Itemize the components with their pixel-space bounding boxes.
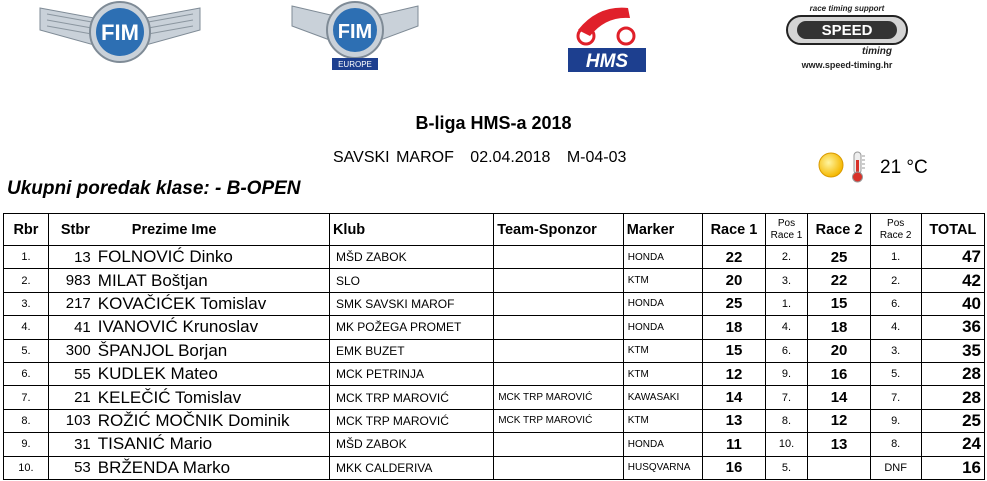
speed-timing-logo [772,2,922,72]
cell-name: KOVAČIĆEK Tomislav [94,292,330,315]
cell-total: 35 [921,339,984,362]
cell-total: 16 [921,456,984,479]
cell-race1: 16 [703,456,765,479]
cell-race2: 16 [808,362,870,385]
cell-team [494,269,624,292]
cell-pos2: DNF [870,456,921,479]
table-row [4,386,985,409]
cell-stbr: 21 [48,386,93,409]
cell-name: KUDLEK Mateo [94,362,330,385]
cell-rbr: 9. [4,433,49,456]
results-body [4,246,985,480]
cell-rbr: 3. [4,292,49,315]
cell-race2: 15 [808,292,870,315]
cell-pos1: 6. [765,339,808,362]
cell-race2: 14 [808,386,870,409]
cell-team [494,316,624,339]
cell-pos1: 3. [765,269,808,292]
cell-stbr: 217 [48,292,93,315]
cell-team [494,362,624,385]
cell-race2: 22 [808,269,870,292]
cell-klub: MCK PETRINJA [329,362,493,385]
cell-rbr: 8. [4,409,49,432]
event-date: 02.04.2018 [470,149,551,166]
thermometer-icon [848,150,868,184]
cell-klub: SMK SAVSKI MAROF [329,292,493,315]
cell-race2 [808,456,870,479]
cell-total: 36 [921,316,984,339]
cell-rbr: 4. [4,316,49,339]
cell-name: ŠPANJOL Borjan [94,339,330,362]
table-row [4,292,985,315]
cell-stbr: 13 [48,246,93,269]
speed-main-text: SPEED [821,22,873,39]
cell-marker: KAWASAKI [623,386,703,409]
col-total: TOTAL [921,214,984,246]
cell-pos2: 1. [870,246,921,269]
cell-pos1: 10. [765,433,808,456]
col-rbr: Rbr [4,214,49,246]
cell-klub: MCK TRP MAROVIĆ [329,386,493,409]
table-row [4,456,985,479]
cell-stbr: 55 [48,362,93,385]
cell-race2: 20 [808,339,870,362]
cell-klub: MCK TRP MAROVIĆ [329,409,493,432]
cell-total: 42 [921,269,984,292]
cell-rbr: 6. [4,362,49,385]
fim-logo-text: FIM [101,20,139,45]
cell-pos1: 7. [765,386,808,409]
col-marker: Marker [623,214,703,246]
speed-url-text: www.speed-timing.hr [801,60,893,70]
cell-pos2: 6. [870,292,921,315]
cell-race1: 15 [703,339,765,362]
col-pos-race1-line1: Pos [777,217,796,229]
col-pos-race2-line2: Race 2 [879,229,912,241]
hms-logo-text: HMS [585,51,629,72]
cell-stbr: 31 [48,433,93,456]
fim-logo [35,0,205,70]
cell-rbr: 7. [4,386,49,409]
cell-rbr: 10. [4,456,49,479]
cell-pos2: 8. [870,433,921,456]
cell-name: ROŽIĆ MOČNIK Dominik [94,409,330,432]
logo-bar [0,0,987,75]
fim-europe-logo [290,0,420,72]
cell-marker: HONDA [623,292,703,315]
cell-pos2: 7. [870,386,921,409]
cell-pos1: 1. [765,292,808,315]
hms-logo [568,0,646,72]
cell-race2: 13 [808,433,870,456]
weather-info [818,152,958,182]
fim-europe-sub-text: EUROPE [338,60,372,69]
cell-total: 24 [921,433,984,456]
cell-klub: MKK CALDERIVA [329,456,493,479]
cell-team [494,292,624,315]
cell-total: 40 [921,292,984,315]
cell-marker: KTM [623,269,703,292]
col-stbr: Stbr [48,214,93,246]
sun-icon [818,152,844,178]
table-header-row [4,214,985,246]
cell-name: TISANIĆ Mario [94,433,330,456]
cell-race2: 12 [808,409,870,432]
cell-team: MCK TRP MAROVIĆ [494,386,624,409]
speed-sub-text: timing [862,46,892,57]
cell-stbr: 53 [48,456,93,479]
cell-pos1: 2. [765,246,808,269]
cell-rbr: 5. [4,339,49,362]
col-pos-race1-line2: Race 1 [770,229,803,241]
cell-team: MCK TRP MAROVIĆ [494,409,624,432]
cell-team [494,246,624,269]
col-name: Prezime Ime [94,214,330,246]
col-pos-race2-line1: Pos [887,217,905,229]
cell-total: 28 [921,362,984,385]
cell-total: 47 [921,246,984,269]
cell-race1: 14 [703,386,765,409]
cell-team [494,339,624,362]
cell-pos2: 3. [870,339,921,362]
cell-race1: 13 [703,409,765,432]
cell-race1: 22 [703,246,765,269]
cell-total: 25 [921,409,984,432]
cell-race1: 20 [703,269,765,292]
table-row [4,246,985,269]
temperature-value: 21 °C [880,157,928,178]
cell-name: MILAT Boštjan [94,269,330,292]
cell-stbr: 103 [48,409,93,432]
col-race1: Race 1 [703,214,765,246]
cell-marker: KTM [623,362,703,385]
cell-marker: HONDA [623,246,703,269]
cell-name: IVANOVIĆ Krunoslav [94,316,330,339]
results-table [3,213,985,480]
cell-race1: 18 [703,316,765,339]
cell-race1: 25 [703,292,765,315]
cell-team [494,456,624,479]
cell-stbr: 983 [48,269,93,292]
cell-pos2: 5. [870,362,921,385]
cell-total: 28 [921,386,984,409]
cell-marker: HUSQVARNA [623,456,703,479]
cell-pos2: 9. [870,409,921,432]
table-row [4,362,985,385]
cell-marker: HONDA [623,433,703,456]
cell-pos1: 9. [765,362,808,385]
table-row [4,433,985,456]
cell-name: FOLNOVIĆ Dinko [94,246,330,269]
cell-pos1: 4. [765,316,808,339]
cell-stbr: 300 [48,339,93,362]
event-info [333,149,636,167]
cell-race2: 25 [808,246,870,269]
cell-race1: 11 [703,433,765,456]
cell-klub: SLO [329,269,493,292]
cell-pos2: 4. [870,316,921,339]
cell-race2: 18 [808,316,870,339]
col-team: Team-Sponzor [494,214,624,246]
cell-name: KELEČIĆ Tomislav [94,386,330,409]
col-pos-race1 [765,214,808,246]
col-pos-race2 [870,214,921,246]
col-race2: Race 2 [808,214,870,246]
event-location: SAVSKI MAROF [333,149,454,166]
cell-pos1: 5. [765,456,808,479]
table-row [4,316,985,339]
cell-klub: EMK BUZET [329,339,493,362]
cell-pos2: 2. [870,269,921,292]
cell-klub: MŠD ZABOK [329,433,493,456]
cell-marker: KTM [623,339,703,362]
col-klub: Klub [329,214,493,246]
cell-klub: MŠD ZABOK [329,246,493,269]
cell-marker: HONDA [623,316,703,339]
cell-marker: KTM [623,409,703,432]
table-row [4,339,985,362]
cell-race1: 12 [703,362,765,385]
cell-rbr: 1. [4,246,49,269]
table-row [4,269,985,292]
page-title: B-liga HMS-a 2018 [415,113,572,133]
cell-stbr: 41 [48,316,93,339]
cell-name: BRŽENDA Marko [94,456,330,479]
cell-team [494,433,624,456]
class-heading: Ukupni poredak klase: - B-OPEN [7,178,301,199]
cell-pos1: 8. [765,409,808,432]
event-code: M-04-03 [566,149,627,166]
cell-klub: MK POŽEGA PROMET [329,316,493,339]
speed-top-text: race timing support [809,4,885,13]
table-row [4,409,985,432]
cell-rbr: 2. [4,269,49,292]
fim-europe-logo-text: FIM [337,21,373,43]
